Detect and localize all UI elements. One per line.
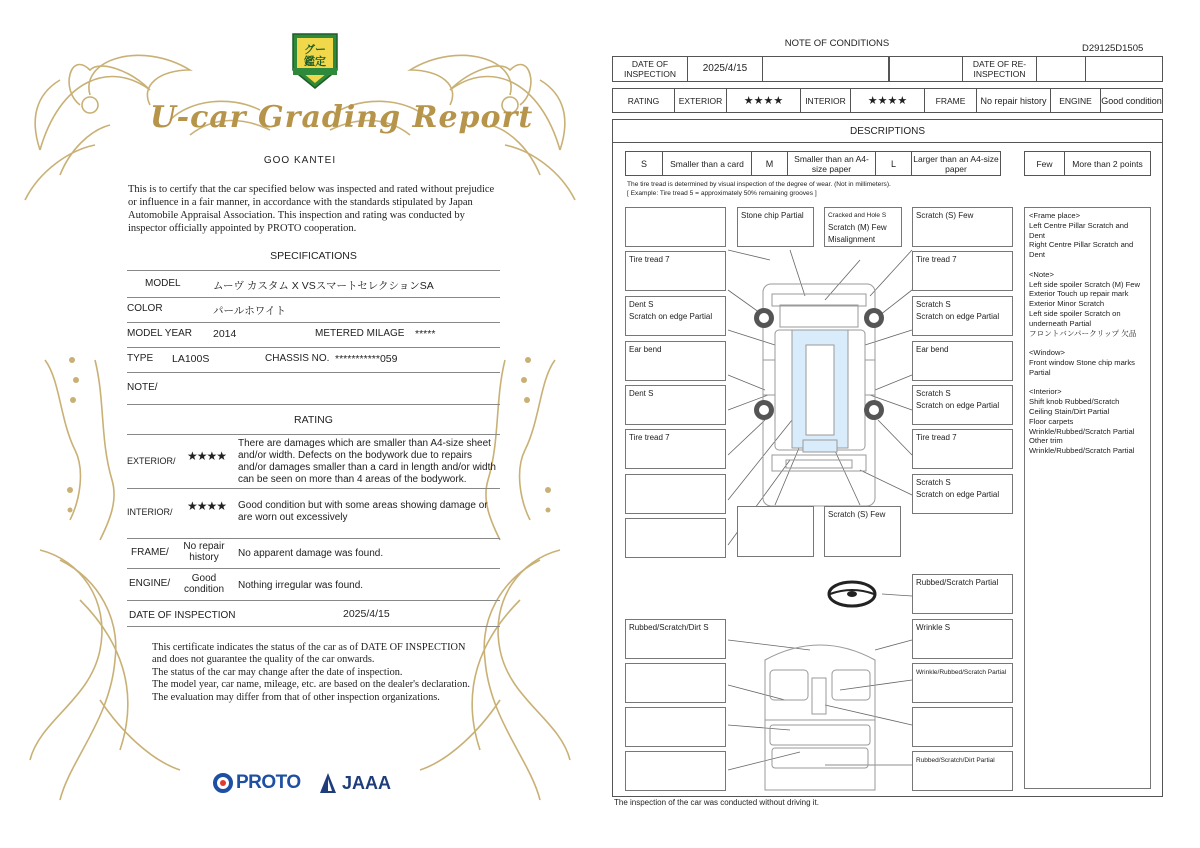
rating-label: RATING <box>613 89 675 112</box>
mileage-label: METERED MILAGE <box>315 328 405 339</box>
date-value: 2025/4/15 <box>343 608 390 620</box>
right-scratch-2-text: Scratch S <box>916 389 951 398</box>
frame-row <box>127 538 500 569</box>
jaaa-logo <box>318 770 391 796</box>
note-box-left-tire-1 <box>625 251 726 291</box>
note-box-interior-right-2 <box>912 663 1013 703</box>
left-tire-2-text: Tire tread 7 <box>629 433 670 442</box>
engine-label: ENGINE/ <box>129 578 171 589</box>
right-ear-text: Ear bend <box>916 345 949 354</box>
note-box-left-ear <box>625 341 726 381</box>
tire-note-line-2: [ Example: Tire tread 5 = approximately 50% remaining grooves ] <box>627 190 817 197</box>
exterior-label: EXTERIOR <box>675 89 727 112</box>
certification-statement: This is to certify that the car specified below was inspected and rated without prejudice or influence in a fair manner, in accordance with the standards stipulated by Japan Automobile Appraisal Association. This inspection and rating was conducted by inspector officially appointed by PROTO cooperation. <box>128 184 495 234</box>
interior-right-1-text: Wrinkle S <box>916 623 951 632</box>
top-cracked-text-3: Misalignment <box>828 235 876 244</box>
right-scratch-1-text: Scratch S <box>916 300 951 309</box>
top-cracked-text: Cracked and Hole S <box>828 212 887 219</box>
right-tire-2-text: Tire tread 7 <box>916 433 957 442</box>
legend-l-desc: Larger than an A4-size paper <box>913 153 999 174</box>
interior-right-4-text: Rubbed/Scratch/Dirt Partial <box>916 757 995 764</box>
bottom-scratch-text: Scratch (S) Few <box>828 510 886 519</box>
right-scratch-3-text: Scratch S <box>916 478 951 487</box>
frame-description: No apparent damage was found. <box>238 548 384 559</box>
legend-s: S <box>626 152 663 175</box>
note-box-left-7 <box>625 474 726 514</box>
note-box-interior-left-3 <box>625 707 726 747</box>
note-box-right-scratch-3 <box>912 474 1013 514</box>
legend-m: M <box>752 152 788 175</box>
model-year-row <box>127 322 500 348</box>
right-scratch-3-text-2: Scratch on edge Partial <box>916 490 1000 499</box>
top-stone-text: Stone chip Partial <box>741 211 804 220</box>
note-box-right-tire-1 <box>912 251 1013 291</box>
condition-notes: <Frame place> Left Centre Pillar Scratch and Dent Right Centre Pillar Scratch and Dent <Note> Left side spoiler Scratch (M) Few Exterior Touch up repair mark Exterior Minor Scratch Left side spoiler Scratch on underneath Partial フロントバンパークリップ 欠品 <Window> Front window Stone chip marks Partial <Interior> Shift knob Rubbed/Scratch Ceiling Stain/Dirt Partial Floor carpets Wrinkle/Rubbed/Scratch Partial Other trim Wrinkle/Rubbed/Scratch Partial <box>1024 207 1151 789</box>
car-top-view-icon <box>763 284 875 506</box>
note-label: NOTE/ <box>127 382 158 393</box>
note-box-left-1 <box>625 207 726 247</box>
engine-row <box>127 568 500 601</box>
note-box-right-tire-2 <box>912 429 1013 469</box>
jaaa-mark-icon <box>318 771 338 795</box>
date-reinspection-label: DATE OF RE-INSPECTION <box>963 57 1037 81</box>
legend-l: L <box>876 152 912 175</box>
left-dent-3-text: Dent S <box>629 389 654 398</box>
left-ear-text: Ear bend <box>629 345 662 354</box>
report-title: U-car Grading Report <box>150 100 534 135</box>
engine-description: Nothing irregular was found. <box>238 580 364 591</box>
note-box-interior-left-2 <box>625 663 726 703</box>
color-label: COLOR <box>127 303 163 314</box>
color-value: パールホワイト <box>213 305 286 317</box>
goo-kantei-badge <box>287 30 343 92</box>
frame-value: No repair history <box>977 89 1051 112</box>
note-box-bottom-1 <box>737 506 814 557</box>
steering-wheel-icon <box>829 582 875 606</box>
type-row <box>127 347 500 373</box>
legend-m-desc: Smaller than an A4-size paper <box>788 152 876 175</box>
chassis-value: ***********059 <box>335 353 398 365</box>
certificate-footer: This certificate indicates the status of the car as of DATE OF INSPECTION and does not guarantee the quality of the car onwards. The status of the car may change after the date of inspection. The model year, car name, mileage, etc. are based on the dealer's declaration. The evaluation may differ from that of other inspection organizations. <box>152 642 470 703</box>
frame-label: FRAME <box>925 89 977 112</box>
few-legend <box>1024 151 1151 176</box>
engine-value: Good condition <box>183 573 225 595</box>
descriptions-heading: DESCRIPTIONS <box>849 126 925 137</box>
engine-value: Good condition <box>1101 95 1162 106</box>
model-label: MODEL <box>145 278 181 289</box>
note-box-interior-left-1 <box>625 619 726 659</box>
model-row <box>127 272 500 298</box>
type-value: LA100S <box>172 353 210 365</box>
interior-description: Good condition but with some areas showing damage or are worn out excessively <box>238 500 488 523</box>
exterior-description: There are damages which are smaller than A4-size sheet and/or width. Defects on the bodywork due to repairs and/or damages smaller than a card in length and/or width can be seen on more than 4 areas of the bodywork. <box>238 438 496 485</box>
note-box-top-cracked <box>824 207 902 247</box>
note-box-interior-left-4 <box>625 751 726 791</box>
right-scratch-2-text-2: Scratch on edge Partial <box>916 401 1000 410</box>
interior-rating-row <box>127 488 500 539</box>
right-scratch-1-text-2: Scratch on edge Partial <box>916 312 1000 321</box>
interior-stars: ★★★★ <box>187 499 227 513</box>
sheet-title: NOTE OF CONDITIONS <box>784 38 890 49</box>
note-box-interior-right-3 <box>912 707 1013 747</box>
interior-right-2-text: Wrinkle/Rubbed/Scratch Partial <box>916 669 1007 676</box>
frame-value: No repair history <box>183 541 225 563</box>
left-dent-text-2: Scratch on edge Partial <box>629 312 713 321</box>
model-year-value: 2014 <box>213 328 237 340</box>
interior-label: INTERIOR/ <box>127 507 173 517</box>
date-label: DATE OF INSPECTION <box>129 610 236 621</box>
model-year-label: MODEL YEAR <box>127 328 193 339</box>
date-inspection-value: 2025/4/15 <box>688 57 763 81</box>
tire-note-line-1: The tire tread is determined by visual inspection of the degree of wear. (Not in millimeters). <box>627 181 891 188</box>
note-box-top-scratch <box>912 207 1013 247</box>
document-id: D29125D1505 <box>1082 43 1144 54</box>
frame-label: FRAME/ <box>131 547 169 558</box>
exterior-stars: ★★★★ <box>727 89 801 112</box>
note-box-left-8 <box>625 518 726 558</box>
exterior-stars: ★★★★ <box>187 449 227 463</box>
rating-heading: RATING <box>294 414 333 426</box>
note-box-right-scratch-2 <box>912 385 1013 425</box>
note-box-left-dent-2 <box>625 385 726 425</box>
date-inspection-label: DATE OF INSPECTION <box>613 57 688 81</box>
exterior-rating-row <box>127 436 500 489</box>
jaaa-logo-text: JAAA <box>342 772 392 793</box>
note-box-left-tire-2 <box>625 429 726 469</box>
exterior-label: EXTERIOR/ <box>127 456 176 466</box>
interior-stars: ★★★★ <box>851 89 925 112</box>
top-cracked-text-2: Scratch (M) Few <box>828 223 887 232</box>
top-scratch-text: Scratch (S) Few <box>916 211 974 220</box>
sheet-footer: The inspection of the car was conducted without driving it. <box>614 798 819 807</box>
right-tire-1-text: Tire tread 7 <box>916 255 957 264</box>
car-interior-icon <box>765 645 875 790</box>
engine-label: ENGINE <box>1051 89 1101 112</box>
note-box-interior-right-4 <box>912 751 1013 791</box>
steering-text: Rubbed/Scratch Partial <box>916 578 999 587</box>
interior-left-1-text: Rubbed/Scratch/Dirt S <box>629 623 709 632</box>
note-row <box>127 372 500 405</box>
proto-logo <box>212 770 301 796</box>
legend-few: Few <box>1025 152 1065 175</box>
badge-text: グー 鑑定 <box>304 44 326 68</box>
model-value: ムーヴ カスタム X VSスマートセレクションSA <box>213 280 434 292</box>
chassis-label: CHASSIS NO. <box>265 353 330 364</box>
brand-name: GOO KANTEI <box>263 155 337 166</box>
note-box-top-stone <box>737 207 814 247</box>
date-of-inspection-row <box>127 600 500 627</box>
interior-label: INTERIOR <box>801 89 851 112</box>
legend-few-desc: More than 2 points <box>1072 158 1143 169</box>
note-box-interior-right-1 <box>912 619 1013 659</box>
mileage-value: ***** <box>415 328 436 340</box>
note-box-right-ear <box>912 341 1013 381</box>
color-row <box>127 297 500 323</box>
left-dent-text: Dent S <box>629 300 654 309</box>
note-box-left-dent <box>625 296 726 336</box>
proto-logo-text: PROTO <box>236 772 301 793</box>
left-tire-1-text: Tire tread 7 <box>629 255 670 264</box>
note-box-right-scratch-1 <box>912 296 1013 336</box>
proto-mark-icon <box>212 772 234 794</box>
specifications-heading: SPECIFICATIONS <box>270 250 357 262</box>
note-box-steering <box>912 574 1013 614</box>
note-box-bottom-scratch <box>824 506 901 557</box>
legend-s-desc: Smaller than a card <box>663 152 752 175</box>
type-label: TYPE <box>127 353 154 364</box>
